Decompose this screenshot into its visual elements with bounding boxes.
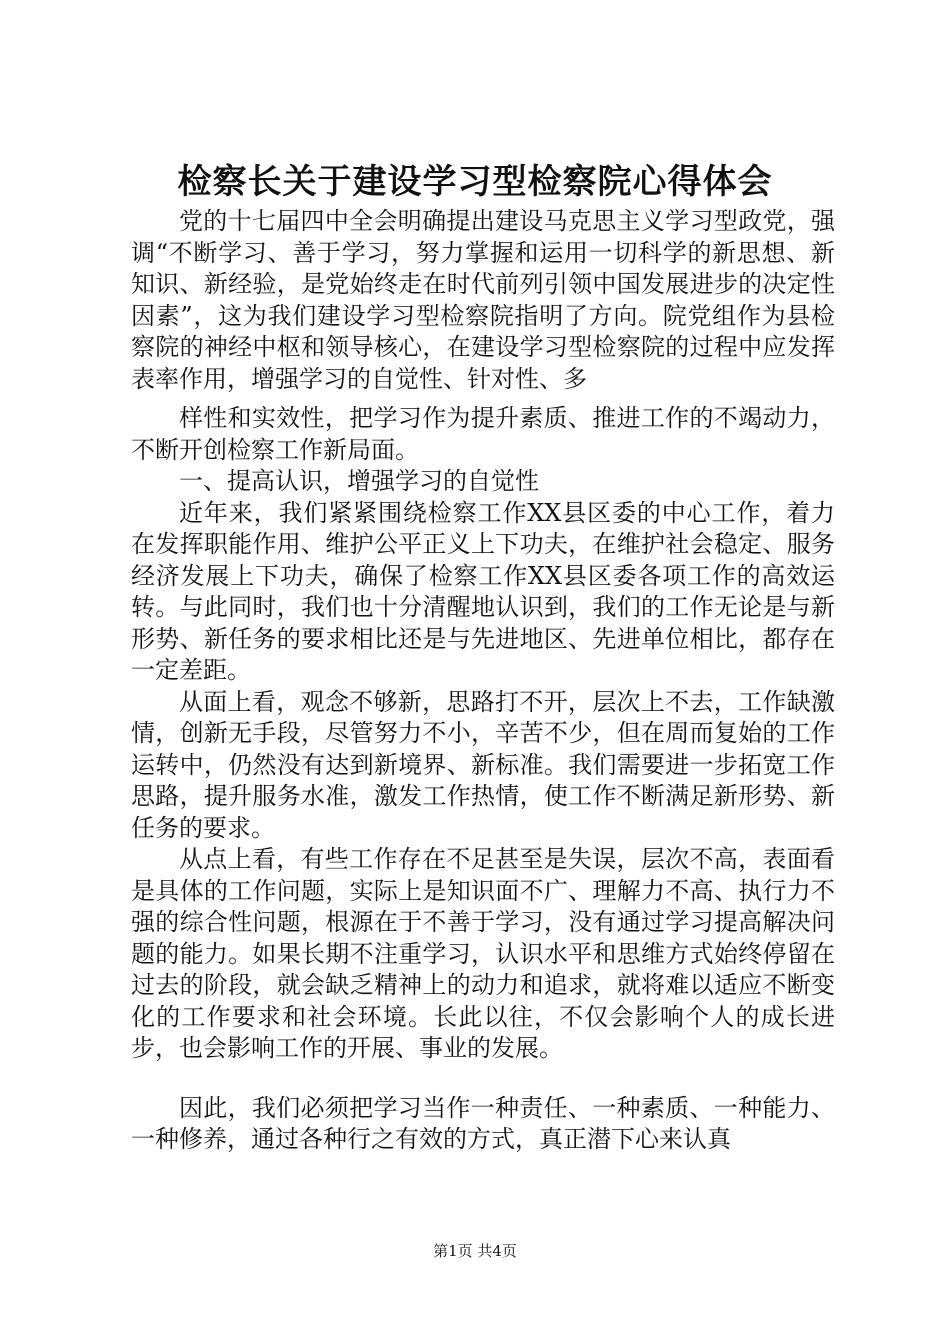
paragraph-recent-years: 近年来，我们紧紧围绕检察工作XX县区委的中心工作，着力在发挥职能作用、维护公平正义上下功夫，在维护社会稳定、服务经济发展上下功夫，确保了检察工作XX县区委各项工作的高效运转。与此同时，我们也十分清醒地认识到，我们的工作无论是与新形势、新任务的要求相比还是与先进地区、先进单位相比，都存在一定差距。 xyxy=(131,498,835,684)
document-title: 检察长关于建设学习型检察院心得体会 xyxy=(177,162,773,202)
section-heading: 一、提高认识，增强学习的自觉性 xyxy=(179,467,539,495)
paragraph-intro-continued: 样性和实效性，把学习作为提升素质、推进工作的不竭动力，不断开创检察工作新局面。 xyxy=(131,404,835,464)
paragraph-point-view: 从点上看，有些工作存在不足甚至是失误，层次不高，表面看是具体的工作问题，实际上是知识面不广、理解力不高、执行力不强的综合性问题，根源在于不善于学习，没有通过学习提高解决问题的能力。如果长期不注重学习，认识水平和思维方式始终停留在过去的阶段，就会缺乏精神上的动力和追求，就将难以适应不断变化的工作要求和社会环境。长此以往，不仅会影响个人的成长进步，也会影响工作的开展、事业的发展。 xyxy=(131,845,835,1062)
page-number-footer: 第1页 共4页 xyxy=(433,1242,517,1260)
document-body xyxy=(131,206,835,1156)
paragraph-therefore: 因此，我们必须把学习当作一种责任、一种素质、一种能力、一种修养，通过各种行之有效的方式，真正潜下心来认真 xyxy=(131,1093,835,1153)
paragraph-surface-view: 从面上看，观念不够新，思路打不开，层次上不去，工作缺激情，创新无手段，尽管努力不小，辛苦不少，但在周而复始的工作运转中，仍然没有达到新境界、新标准。我们需要进一步拓宽工作思路，提升服务水准，激发工作热情，使工作不断满足新形势、新任务的要求。 xyxy=(131,687,835,842)
paragraph-intro: 党的十七届四中全会明确提出建设马克思主义学习型政党，强调“不断学习、善于学习，努力掌握和运用一切科学的新思想、新知识、新经验，是党始终走在时代前列引领中国发展进步的决定性因素”，这为我们建设学习型检察院指明了方向。院党组作为县检察院的神经中枢和领导核心，在建设学习型检察院的过程中应发挥表率作用，增强学习的自觉性、针对性、多 xyxy=(131,207,835,393)
